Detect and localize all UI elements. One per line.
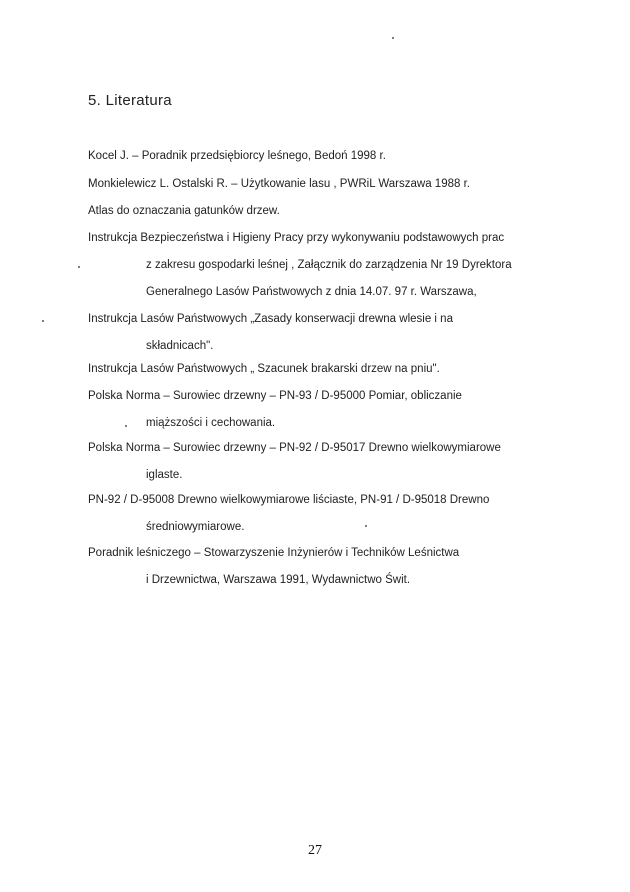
reference-line: Polska Norma – Surowiec drzewny – PN-92 / D-95017 Drewno wielkowymiarowe bbox=[88, 442, 501, 454]
reference-line: Kocel J. – Poradnik przedsiębiorcy leśnego, Bedoń 1998 r. bbox=[88, 150, 386, 162]
reference-line: Poradnik leśniczego – Stowarzyszenie Inżynierów i Techników Leśnictwa bbox=[88, 547, 460, 559]
reference-line: Atlas do oznaczania gatunków drzew. bbox=[88, 205, 280, 217]
reference-line: Generalnego Lasów Państwowych z dnia 14.07. 97 r. Warszawa, bbox=[146, 286, 477, 298]
scan-speck bbox=[42, 320, 44, 322]
reference-line: składnicach". bbox=[146, 340, 214, 352]
reference-line: i Drzewnictwa, Warszawa 1991, Wydawnictwo Świt. bbox=[146, 574, 411, 586]
scan-speck bbox=[125, 425, 127, 427]
reference-line: iglaste. bbox=[146, 469, 183, 481]
reference-line: z zakresu gospodarki leśnej , Załącznik do zarządzenia Nr 19 Dyrektora bbox=[146, 259, 512, 271]
scan-speck bbox=[78, 266, 80, 268]
page-number: 27 bbox=[308, 843, 322, 858]
reference-line: Polska Norma – Surowiec drzewny – PN-93 / D-95000 Pomiar, obliczanie bbox=[88, 390, 462, 402]
reference-line: miąższości i cechowania. bbox=[146, 417, 276, 429]
scan-speck bbox=[392, 37, 394, 39]
reference-line: Instrukcja Lasów Państwowych „ Szacunek brakarski drzew na pniu". bbox=[88, 363, 440, 375]
scan-speck bbox=[365, 525, 367, 527]
section-heading: 5. Literatura bbox=[88, 92, 172, 109]
reference-line: Instrukcja Bezpieczeństwa i Higieny Pracy przy wykonywaniu podstawowych prac bbox=[88, 232, 505, 244]
reference-line: Monkielewicz L. Ostalski R. – Użytkowanie lasu , PWRiL Warszawa 1988 r. bbox=[88, 178, 470, 190]
reference-line: Instrukcja Lasów Państwowych „Zasady konserwacji drewna wlesie i na bbox=[88, 313, 453, 325]
reference-line: PN-92 / D-95008 Drewno wielkowymiarowe liściaste, PN-91 / D-95018 Drewno bbox=[88, 494, 490, 506]
reference-line: średniowymiarowe. bbox=[146, 521, 245, 533]
